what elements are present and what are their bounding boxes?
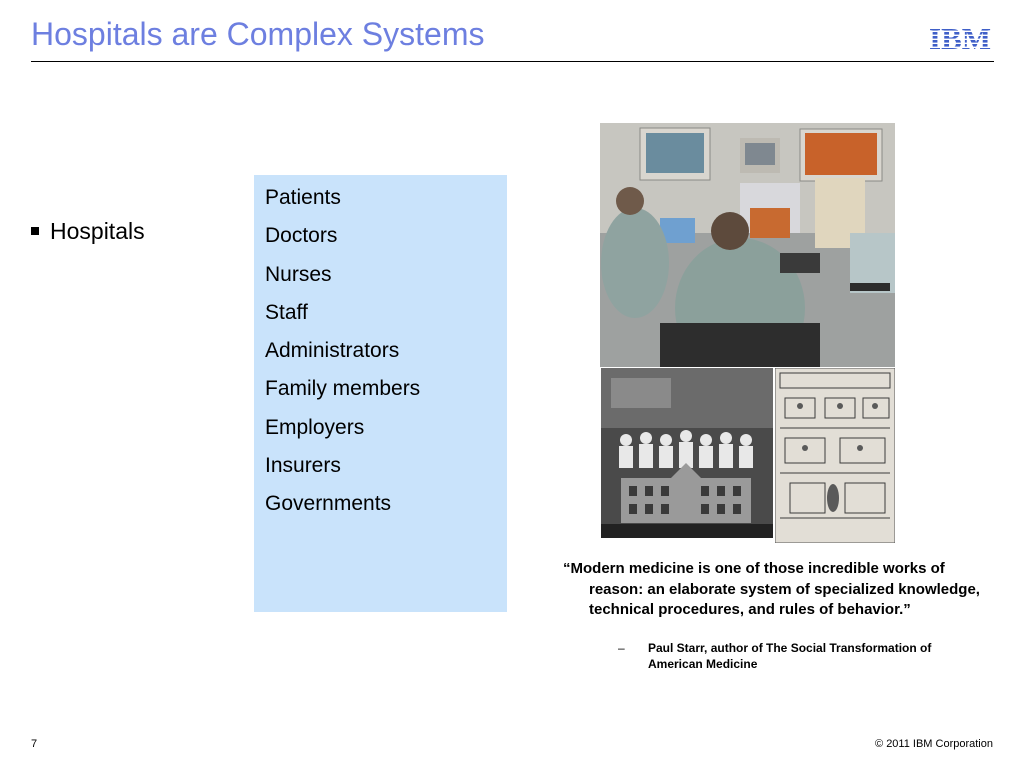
square-bullet-icon	[31, 227, 39, 235]
manteno-hospital-photo	[601, 368, 773, 538]
quote-attribution	[618, 640, 978, 672]
stakeholder-item: Insurers	[265, 454, 341, 478]
stakeholder-item: Employers	[265, 415, 365, 439]
stakeholder-item: Staff	[265, 300, 308, 324]
stakeholder-item: Administrators	[265, 339, 400, 363]
historical-ward-woodcut	[775, 368, 895, 543]
stakeholder-item: Governments	[265, 492, 392, 516]
stakeholder-list	[265, 179, 507, 524]
bullet-item	[31, 218, 145, 245]
attribution-dash: –	[618, 641, 625, 655]
copyright-notice: © 2011 IBM Corporation	[875, 738, 993, 750]
stakeholder-item: Patients	[265, 186, 341, 209]
ibm-logo	[925, 24, 995, 52]
page-number: 7	[31, 738, 38, 750]
stakeholder-item: Nurses	[265, 262, 332, 286]
title-divider	[31, 61, 994, 62]
attribution-text: Paul Starr, author of The Social Transformation of American Medicine	[648, 641, 932, 671]
bullet-text: Hospitals	[50, 218, 145, 244]
surgery-console-photo	[600, 123, 895, 367]
quote-text: “Modern medicine is one of those incredible works of reason: an elaborate system of specialized knowledge, technical procedures, and rules of behavior.”	[563, 560, 980, 618]
stakeholder-item: Doctors	[265, 224, 338, 248]
ibm-logo-text: IBM	[929, 24, 991, 52]
slide-title: Hospitals are Complex Systems	[31, 16, 485, 52]
stakeholder-item: Family members	[265, 377, 421, 401]
stakeholder-list-box	[254, 175, 507, 612]
